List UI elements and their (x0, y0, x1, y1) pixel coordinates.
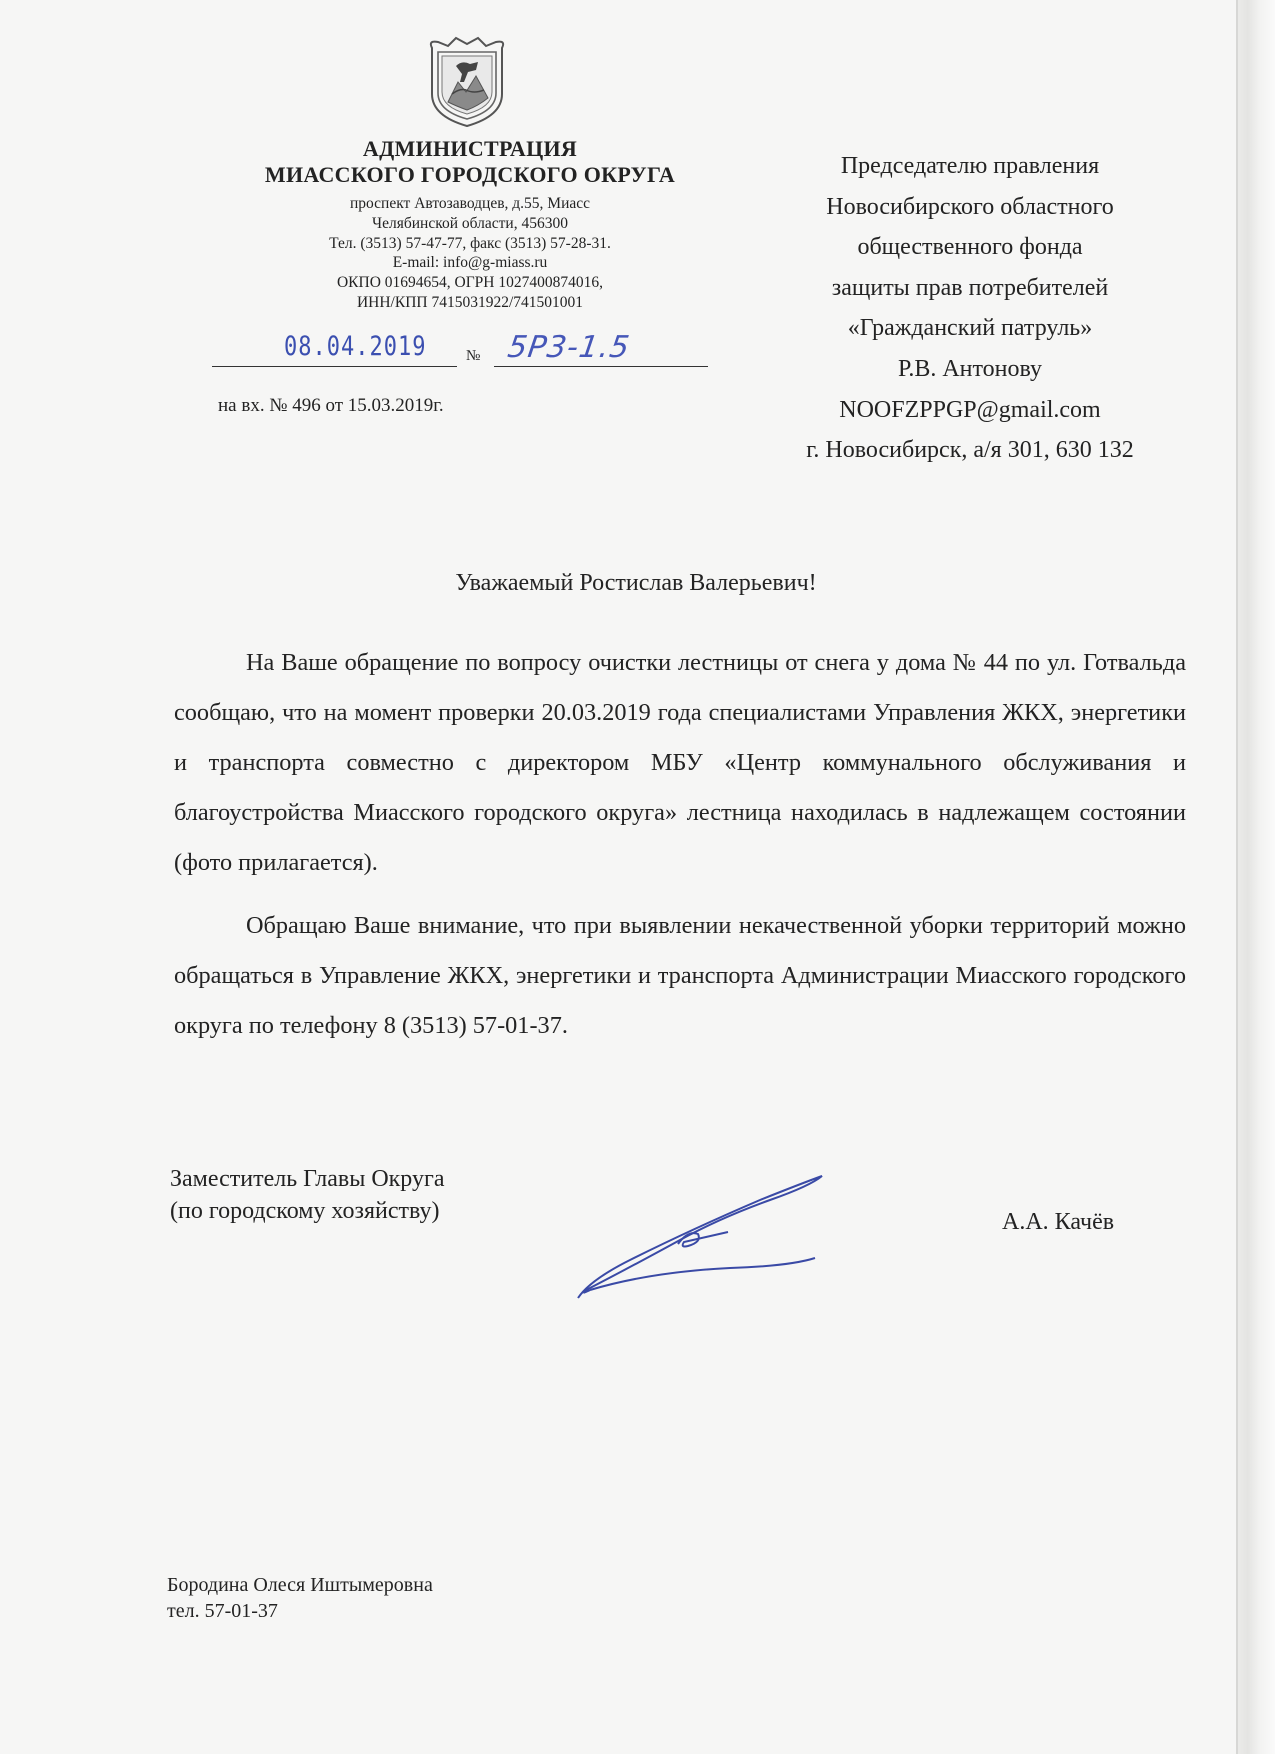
addressee-block (740, 146, 1200, 471)
org-address-line2: Челябинской области, 456300 (372, 214, 568, 232)
letter-body (174, 638, 1186, 1051)
letterhead (200, 136, 740, 313)
coat-of-arms-emblem (418, 36, 516, 128)
executor-info (167, 1572, 433, 1624)
org-name-line2: МИАССКОГО ГОРОДСКОГО ОКРУГА (264, 162, 676, 187)
signer-position-line1: Заместитель Главы Округа (170, 1166, 445, 1192)
addressee-line: Р.В. Антонову (897, 355, 1043, 382)
org-phone: Тел. (3513) 57-47-77, факс (3513) 57-28-31. (329, 234, 611, 252)
scan-edge-line (1236, 0, 1238, 1754)
signer-name: А.А. Качёв (1002, 1209, 1115, 1235)
addressee-line: Новосибирского областного (826, 193, 1114, 220)
handwritten-signature (560, 1160, 840, 1310)
addressee-email: NOOFZPPGP@gmail.com (839, 396, 1101, 423)
date-stamp: 08.04.2019 (284, 332, 427, 362)
date-underline (212, 366, 457, 367)
signer-position (170, 1163, 445, 1227)
addressee-line: защиты прав потребителей (831, 274, 1109, 301)
addressee-line: общественного фонда (857, 234, 1083, 261)
org-email: E-mail: info@g-miass.ru (392, 254, 548, 272)
org-address-line1: проспект Автозаводцев, д.55, Миасс (349, 195, 591, 212)
number-sign: № (466, 348, 481, 364)
signer-position-line2: (по городскому хозяйству) (170, 1198, 440, 1224)
scan-edge (1236, 0, 1275, 1754)
org-inn: ИНН/КПП 7415031922/741501001 (356, 293, 584, 311)
executor-phone: тел. 57-01-37 (167, 1600, 278, 1622)
body-paragraph: Обращаю Ваше внимание, что при выявлении некачественной уборки территорий можно обращаться в Управление ЖКХ, энергетики и транспорта Администрации Миасского городского округа по телефону 8 (3513) 57-01-37. (174, 912, 1186, 1039)
registration-number: 5Р3-1.5 (505, 330, 633, 365)
body-paragraph: На Ваше обращение по вопросу очистки лестницы от снега у дома № 44 по ул. Готвальда сообщаю, что на момент проверки 20.03.2019 года специалистами Управления ЖКХ, энергетики и транспорта совместно с директором МБУ «Центр коммунального обслуживания и благоустройства Миасского городского округа» лестница находилась в надлежащем состоянии (фото прилагается). (174, 649, 1186, 876)
org-okpo: ОКПО 01694654, ОГРН 1027400874016, (336, 274, 603, 292)
addressee-line: г. Новосибирск, а/я 301, 630 132 (806, 437, 1134, 464)
addressee-line: Председателю правления (840, 153, 1100, 179)
addressee-line: «Гражданский патруль» (847, 315, 1093, 342)
number-underline (494, 366, 708, 367)
registration-row (212, 332, 708, 372)
salutation: Уважаемый Ростислав Валерьевич! (455, 570, 817, 596)
org-name-line1: АДМИНИСТРАЦИЯ (362, 136, 578, 161)
executor-name: Бородина Олеся Иштымеровна (167, 1574, 433, 1596)
incoming-reference: на вх. № 496 от 15.03.2019г. (218, 395, 444, 416)
